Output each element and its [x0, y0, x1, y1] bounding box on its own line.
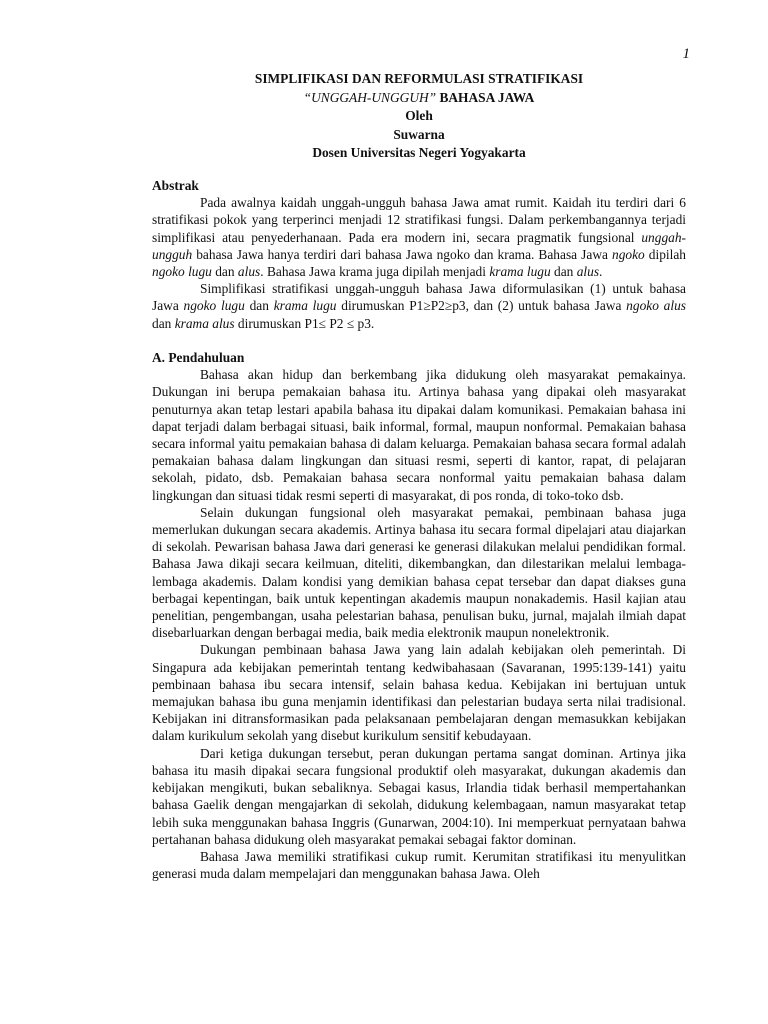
text-run: Bahasa akan hidup dan berkembang jika didukung oleh masyarakat pemakainya. Dukungan ini berupa pemakaian bahasa itu. Artinya bahasa yang dipakai oleh masyarakat penuturnya akan tetap lestari apabila bahasa itu dipakai dalam komunikasi. Pemakaian bahasa ini dapat terjadi dalam berbagai situasi, baik informal, formal, maupun nonformal. Pemakaian bahasa secara informal yaitu pemakaian bahasa di dalam keluarga. Pemakaian bahasa secara formal adalah pemakaian bahasa dalam lingkungan dan situasi resmi, seperti di kantor, rapat, di pelajaran sekolah, pidato, dsb. Pemakaian bahasa secara nonformal yaitu pemakaian bahasa dalam lingkungan dan situasi tidak resmi seperti di masyarakat, di pos ronda, di toko-toko dsb. — [152, 367, 686, 503]
text-run: dipilah — [644, 246, 686, 262]
text-run: dan — [211, 264, 238, 280]
text-run: . Bahasa Jawa krama juga dipilah menjadi — [260, 264, 490, 280]
title-rest: BAHASA JAWA — [436, 89, 535, 105]
italic-term: krama lugu — [489, 264, 551, 280]
by-line: Oleh — [405, 108, 433, 124]
abstract-paragraph — [152, 194, 686, 280]
italic-term: ngoko — [612, 246, 645, 262]
text-run: dan — [152, 315, 175, 331]
section-paragraph — [152, 366, 686, 504]
italic-term: ngoko lugu — [183, 298, 245, 314]
body-text — [152, 177, 686, 882]
italic-term: unggah-ungguh — [152, 229, 686, 262]
abstract-paragraph — [152, 280, 686, 332]
text-run: dan — [550, 264, 577, 280]
italic-term: ngoko alus — [626, 298, 686, 314]
text-run: Pada awalnya kaidah unggah-ungguh bahasa Jawa amat rumit. Kaidah itu terdiri dari 6 stratifikasi pokok yang terperinci menjadi 12 stratifikasi fungsi. Dalam perkembangannya terjadi simplifikasi atau penyederhanaan. Pada era modern ini, secara pragmatik fungsional — [152, 195, 686, 245]
page-number: 1 — [682, 46, 690, 62]
text-run: . — [599, 264, 603, 280]
text-run: Bahasa Jawa memiliki stratifikasi cukup rumit. Kerumitan stratifikasi itu menyulitkan generasi muda dalam mempelajari dan menggunakan bahasa Jawa. Oleh — [152, 848, 686, 882]
title-italic-term: “UNGGAH-UNGGUH” — [303, 89, 437, 105]
italic-term: alus — [576, 264, 600, 280]
paper-title-line2 — [152, 89, 686, 108]
abstract-heading: Abstrak — [152, 178, 199, 193]
section-a-body — [152, 366, 686, 882]
text-run: bahasa Jawa hanya terdiri dari bahasa Jawa ngoko dan krama. Bahasa Jawa — [192, 246, 612, 262]
text-run: Dukungan pembinaan bahasa Jawa yang lain adalah kebijakan oleh pemerintah. Di Singapura ada kebijakan pemerintah tentang kedwibahasaan (Savaranan, 1995:139-141) yaitu pembinaan bahasa ibu secara intensif, selain bahasa kedua. Kebijakan ini bertujuan untuk memajukan bahasa ibu guna menjamin identifikasi dan pelestarian budaya serta nilai tradisional. Kebijakan ini ditransformasikan pada pelaksanaan pembelajaran dengan memasukkan kebijakan dalam kurikulum sekolah yang disebut kurikulum sensitif kebudayaan. — [152, 642, 686, 744]
italic-term: ngoko lugu — [152, 264, 212, 280]
section-paragraph — [152, 745, 686, 848]
author-affiliation: Dosen Universitas Negeri Yogyakarta — [312, 145, 526, 161]
italic-term: alus — [237, 264, 261, 280]
italic-term: krama lugu — [273, 298, 337, 314]
text-run: dan — [244, 298, 274, 314]
text-run: Simplifikasi stratifikasi unggah-ungguh bahasa Jawa diformulasikan (1) untuk bahasa Jawa — [152, 281, 686, 314]
italic-term: krama alus — [174, 315, 235, 331]
text-run: dirumuskan P1≥P2≥p3, dan (2) untuk bahasa Jawa — [336, 298, 627, 314]
text-run: dirumuskan P1≤ P2 ≤ p3. — [234, 315, 375, 331]
section-paragraph — [152, 504, 686, 642]
abstract-body — [152, 194, 686, 332]
paper-header — [152, 70, 686, 163]
section-paragraph — [152, 641, 686, 744]
author-name: Suwarna — [393, 126, 445, 142]
section-paragraph — [152, 848, 686, 882]
text-run: Selain dukungan fungsional oleh masyarakat pemakai, pembinaan bahasa juga memerlukan dukungan secara akademis. Artinya bahasa itu secara formal dipelajari atau diajarkan di sekolah. Pewarisan bahasa Jawa dari generasi ke generasi dilakukan melalui pendidikan formal. Bahasa Jawa dikaji secara keilmuan, diteliti, dikembangkan, dan dilestarikan melalui lembaga-lembaga akademis. Dalam kondisi yang demikian bahasa cepat tersebar dan dapat diakses guna berbagai kepentingan, baik untuk kepentingan akademis maupun nonakademis. Hasil kajian atau penelitian, pengembangan, usaha pelestarian bahasa, penulisan buku, jurnal, majalah ilmiah dapat disebarluarkan dengan berbagai media, baik media elektronik maupun nonelektronik. — [152, 504, 686, 641]
paper-title-line1: SIMPLIFIKASI DAN REFORMULASI STRATIFIKASI — [254, 71, 584, 86]
text-run: Dari ketiga dukungan tersebut, peran dukungan pertama sangat dominan. Artinya jika bahasa itu masih dipakai secara fungsional produktif oleh masyarakat, dukungan akademis dan kebijakan mengikuti, bukan sebaliknya. Sebagai kasus, Irlandia tidak berhasil mempertahankan bahasa Gaelik dengan mengajarkan di sekolah, didukung kelembagaan, namun masyarakat tetap lebih suka menggunakan bahasa Inggris (Gunarwan, 2004:10). Ini memperkuat pernyataan bahwa pertahanan bahasa didukung oleh masyarakat pemakai sebagai faktor dominan. — [152, 745, 686, 847]
section-a-heading: A. Pendahuluan — [152, 350, 245, 366]
